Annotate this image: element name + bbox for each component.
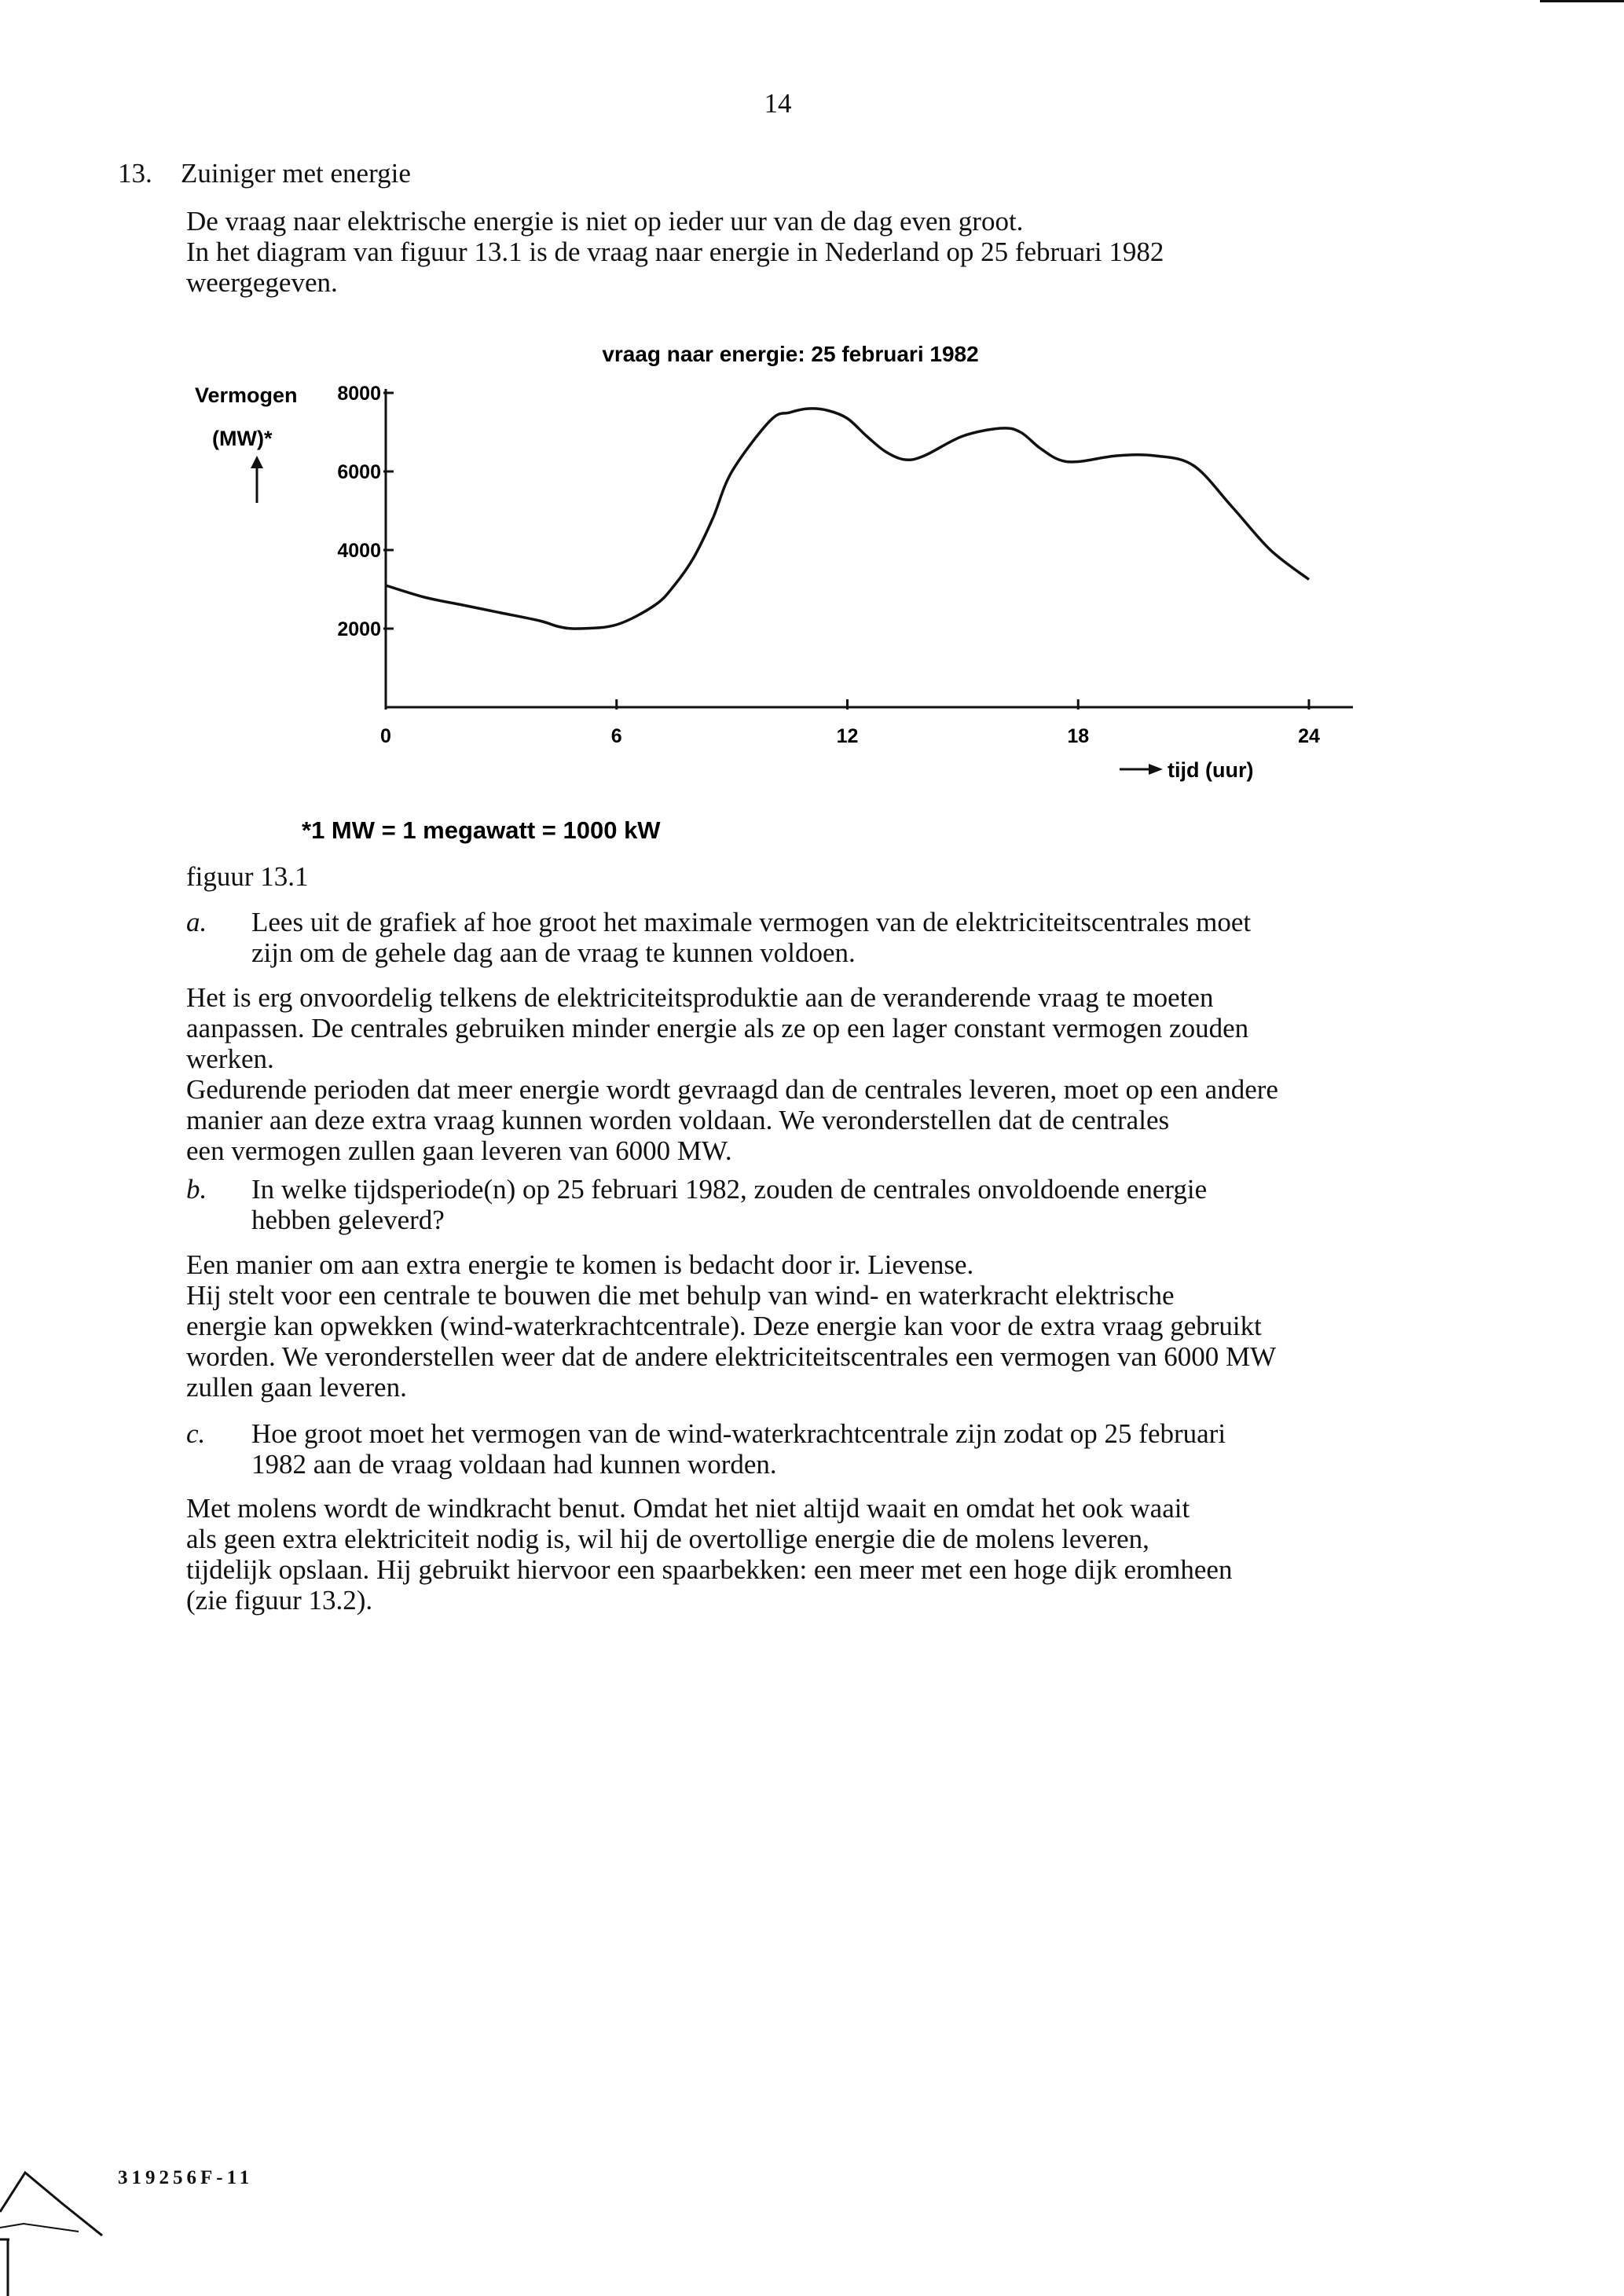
scan-corner-mark xyxy=(0,2157,110,2296)
paragraph-line: zullen gaan leveren. xyxy=(186,1372,407,1403)
paragraph-line: werken. xyxy=(186,1043,274,1074)
paragraph-line: manier aan deze extra vraag kunnen worden voldaan. We veronderstellen dat de centrales xyxy=(186,1105,1170,1135)
y-axis-up-arrow-icon xyxy=(251,456,263,503)
question-c-label: c. xyxy=(186,1418,206,1449)
section-title: Zuiniger met energie xyxy=(181,158,411,189)
question-c-line: Hoe groot moet het vermogen van de wind-waterkrachtcentrale zijn zodat op 25 februari xyxy=(251,1418,1226,1449)
paragraph-line: (zie figuur 13.2). xyxy=(186,1585,373,1616)
chart-footnote: *1 MW = 1 megawatt = 1000 kW xyxy=(302,816,661,844)
question-c-line: 1982 aan de vraag voldaan had kunnen worden. xyxy=(251,1449,777,1480)
figure-caption: figuur 13.1 xyxy=(186,861,309,892)
page-number: 14 xyxy=(764,88,792,119)
question-b-text xyxy=(251,1174,1461,1235)
paragraph-line: worden. We veronderstellen weer dat de andere elektriciteitscentrales een vermogen van 6000 MW xyxy=(186,1341,1277,1372)
question-a-label: a. xyxy=(186,907,207,937)
y-axis-label-line1: Vermogen xyxy=(195,383,298,407)
question-a-text xyxy=(251,907,1461,968)
paragraph-line: energie kan opwekken (wind-waterkrachtcentrale). Deze energie kan voor de extra vraag gebruikt xyxy=(186,1311,1262,1341)
paragraph-line: Hij stelt voor een centrale te bouwen die met behulp van wind- en waterkracht elektrische xyxy=(186,1280,1175,1311)
x-tick-label: 12 xyxy=(836,725,859,747)
x-tick-label: 24 xyxy=(1298,725,1320,747)
question-b-line: hebben geleverd? xyxy=(251,1205,445,1235)
x-axis-label: tijd (uur) xyxy=(1168,758,1254,782)
x-tick-label: 6 xyxy=(610,725,622,747)
paragraph-line: Het is erg onvoordelig telkens de elektriciteitsproduktie aan de veranderende vraag te moeten xyxy=(186,982,1214,1013)
energy-demand-chart xyxy=(0,0,1624,864)
paragraph-line: als geen extra elektriciteit nodig is, wil hij de overtollige energie die de molens leveren, xyxy=(186,1524,1149,1554)
paragraph-line: Een manier om aan extra energie te komen is bedacht door ir. Lievense. xyxy=(186,1249,974,1280)
scan-corner-mark xyxy=(1540,0,1624,2)
question-a-line: zijn om de gehele dag aan de vraag te kunnen voldoen. xyxy=(251,937,856,968)
paragraph-line: tijdelijk opslaan. Hij gebruikt hiervoor een spaarbekken: een meer met een hoge dijk eromheen xyxy=(186,1554,1233,1585)
y-axis-label-line2: (MW)* xyxy=(212,427,273,450)
y-tick-label: 2000 xyxy=(337,618,381,640)
x-tick-label: 0 xyxy=(380,725,391,747)
section-number: 13. xyxy=(118,158,152,189)
question-b-label: b. xyxy=(186,1174,207,1205)
paragraph-line: een vermogen zullen gaan leveren van 6000 MW. xyxy=(186,1135,732,1166)
paragraph-line: aanpassen. De centrales gebruiken minder energie als ze op een lager constant vermogen zouden xyxy=(186,1013,1249,1043)
footer-code: 319256F-11 xyxy=(118,2167,254,2188)
demand-series-line xyxy=(386,409,1309,629)
paragraph-line: Met molens wordt de windkracht benut. Omdat het niet altijd waait en omdat het ook waait xyxy=(186,1493,1190,1524)
question-b-line: In welke tijdsperiode(n) op 25 februari 1982, zouden de centrales onvoldoende energie xyxy=(251,1174,1208,1205)
intro-line: weergegeven. xyxy=(186,267,338,298)
paragraph-line: Gedurende perioden dat meer energie wordt gevraagd dan de centrales leveren, moet op een andere xyxy=(186,1074,1278,1105)
question-c-text xyxy=(251,1418,1461,1480)
paragraph-3 xyxy=(186,1249,1459,1403)
paragraph-2 xyxy=(186,982,1459,1166)
x-axis-right-arrow-icon xyxy=(1120,764,1163,775)
intro-line: In het diagram van figuur 13.1 is de vraag naar energie in Nederland op 25 februari 1982 xyxy=(186,237,1164,267)
paragraph-4 xyxy=(186,1493,1459,1616)
intro-line: De vraag naar elektrische energie is niet op ieder uur van de dag even groot. xyxy=(186,206,1024,237)
x-tick-label: 18 xyxy=(1067,725,1090,747)
y-tick-label: 8000 xyxy=(337,383,381,405)
y-tick-label: 6000 xyxy=(337,461,381,483)
question-a-line: Lees uit de grafiek af hoe groot het maximale vermogen van de elektriciteitscentrales moet xyxy=(251,907,1252,937)
chart-title: vraag naar energie: 25 februari 1982 xyxy=(602,342,979,366)
y-tick-label: 4000 xyxy=(337,540,381,562)
